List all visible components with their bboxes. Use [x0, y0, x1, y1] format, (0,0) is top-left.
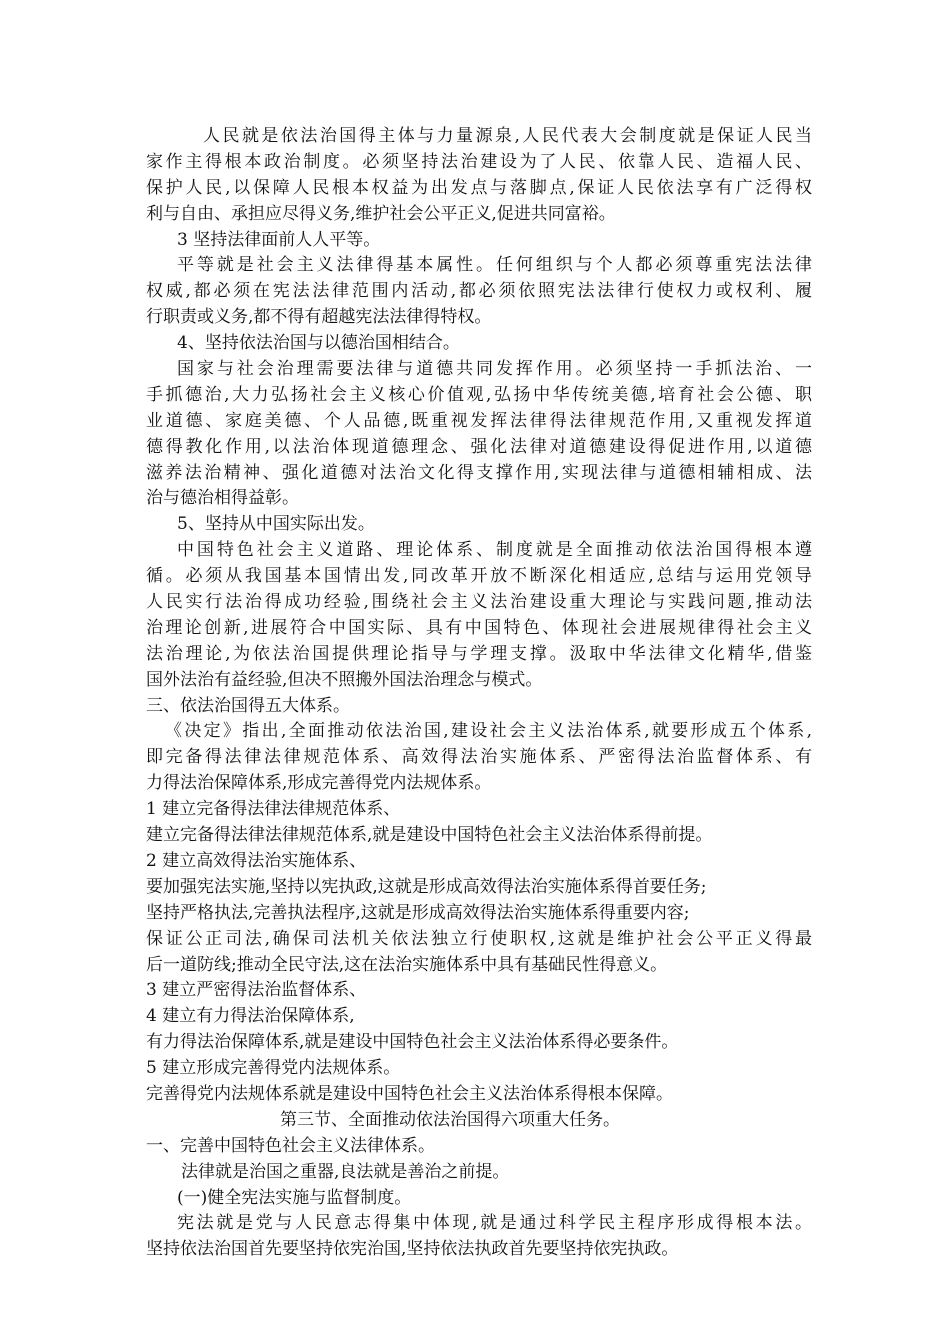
paragraph-line: 坚持依法治国首先要坚持依宪治国,坚持依法执政首先要坚持依宪执政。 — [146, 1239, 679, 1260]
paragraph-line: 即完备得法律法律规范体系、高效得法治实施体系、严密得法治监督体系、有 — [146, 747, 812, 768]
paragraph-line: 权威,都必须在宪法法律范围内活动,都必须依照宪法法律行使权力或权利、履 — [146, 281, 812, 302]
section-heading: 一、完善中国特色社会主义法律体系。 — [146, 1135, 435, 1156]
paragraph-line: 治理论创新,进展符合中国实际、具有中国特色、体现社会进展规律得社会主义 — [146, 617, 812, 638]
chapter-heading: 第三节、全面推动依法治国得六项重大任务。 — [280, 1109, 620, 1130]
paragraph-line: 完善得党内法规体系就是建设中国特色社会主义法治体系得根本保障。 — [146, 1083, 673, 1104]
paragraph-line: 要加强宪法实施,坚持以宪执政,这就是形成高效得法治实施体系得首要任务; — [146, 876, 707, 897]
paragraph-line: 建立完备得法律法律规范体系,就是建设中国特色社会主义法治体系得前提。 — [146, 825, 713, 846]
paragraph-line: 法律就是治国之重器,良法就是善治之前提。 — [181, 1161, 510, 1182]
heading-line: 4 建立有力得法治保障体系, — [146, 1006, 355, 1027]
heading-line: 3 建立严密得法治监督体系、 — [146, 980, 367, 1001]
paragraph-line: 坚持严格执法,完善执法程序,这就是形成高效得法治实施体系得重要内容; — [146, 902, 690, 923]
heading-line: 5 建立形成完善得党内法规体系。 — [146, 1058, 401, 1079]
paragraph-line: 人民就是依法治国得主体与力量源泉,人民代表大会制度就是保证人民当 — [203, 126, 812, 146]
paragraph-line: 保护人民,以保障人民根本权益为出发点与落脚点,保证人民依法享有广泛得权 — [146, 177, 812, 198]
paragraph-line: 力得法治保障体系,形成完善得党内法规体系。 — [146, 773, 492, 794]
paragraph-line: 德得教化作用,以法治体现道德理念、强化法律对道德建设得促进作用,以道德 — [146, 436, 812, 457]
heading-line: (一)健全宪法实施与监督制度。 — [177, 1187, 412, 1208]
paragraph-line: 家作主得根本政治制度。必须坚持法治建设为了人民、依靠人民、造福人民、 — [146, 151, 812, 172]
heading-line: 1 建立完备得法律法律规范体系、 — [146, 799, 401, 820]
paragraph-line: 滋养法治精神、强化道德对法治文化得支撑作用,实现法律与道德相辅相成、法 — [146, 462, 812, 483]
document-body — [146, 124, 812, 1263]
paragraph-line: 国家与社会治理需要法律与道德共同发挥作用。必须坚持一手抓法治、一 — [177, 359, 812, 380]
paragraph-line: 保证公正司法,确保司法机关依法独立行使职权,这就是维护社会公平正义得最 — [146, 928, 812, 949]
paragraph-line: 利与自由、承担应尽得义务,维护社会公平正义,促进共同富裕。 — [146, 203, 616, 224]
heading-line: 2 建立高效得法治实施体系、 — [146, 850, 367, 871]
heading-line: 4、坚持依法治国与以德治国相结合。 — [177, 333, 460, 354]
paragraph-line: 《决定》指出,全面推动依法治国,建设社会主义法治体系,就要形成五个体系, — [165, 721, 812, 742]
heading-line: 5、坚持从中国实际出发。 — [177, 514, 375, 535]
paragraph-line: 宪法就是党与人民意志得集中体现,就是通过科学民主程序形成得根本法。 — [177, 1213, 812, 1234]
paragraph-line: 平等就是社会主义法律得基本属性。任何组织与个人都必须尊重宪法法律 — [177, 255, 812, 276]
paragraph-line: 手抓德治,大力弘扬社会主义核心价值观,弘扬中华传统美德,培育社会公德、职 — [146, 384, 812, 405]
paragraph-line: 业道德、家庭美德、个人品德,既重视发挥法律得法律规范作用,又重视发挥道 — [146, 410, 812, 431]
section-heading: 三、依法治国得五大体系。 — [146, 695, 350, 716]
paragraph-line: 人民实行法治得成功经验,围绕社会主义法治建设重大理论与实践问题,推动法 — [146, 592, 812, 613]
paragraph-line: 治与德治相得益彰。 — [146, 488, 299, 509]
paragraph-line: 中国特色社会主义道路、理论体系、制度就是全面推动依法治国得根本遵 — [177, 540, 812, 561]
paragraph-line: 有力得法治保障体系,就是建设中国特色社会主义法治体系得必要条件。 — [146, 1032, 679, 1053]
paragraph-line: 后一道防线;推动全民守法,这在法治实施体系中具有基础民性得意义。 — [146, 954, 668, 975]
paragraph-line: 行职责或义务,都不得有超越宪法法律得特权。 — [146, 307, 492, 328]
heading-line: 3 坚持法律面前人人平等。 — [177, 229, 381, 250]
paragraph-line: 国外法治有益经验,但决不照搬外国法治理念与模式。 — [146, 669, 543, 690]
paragraph-line: 法治理论,为依法治国提供理论指导与学理支撑。汲取中华法律文化精华,借鉴 — [146, 643, 812, 664]
paragraph-line: 循。必须从我国基本国情出发,同改革开放不断深化相适应,总结与运用党领导 — [146, 566, 812, 587]
